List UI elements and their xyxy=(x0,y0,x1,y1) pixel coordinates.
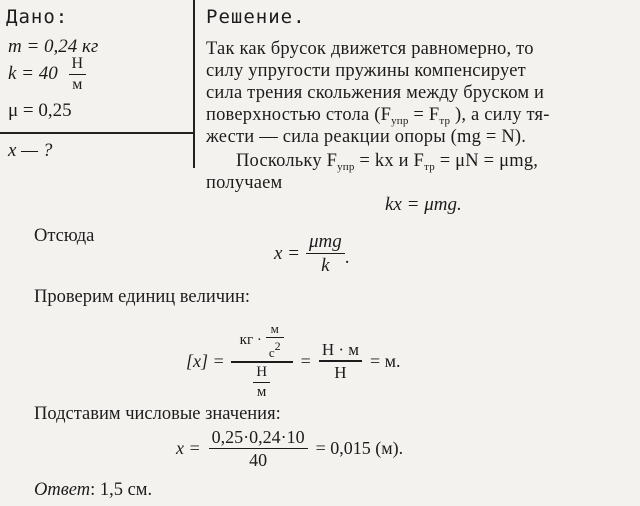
units-check-label: Проверим единиц величин: xyxy=(34,287,251,307)
units-lhs: [x] = xyxy=(186,350,225,371)
substitute-label: Подставим числовые значения: xyxy=(34,404,281,424)
units-m: м xyxy=(270,321,279,336)
text-fragment: Поскольку F xyxy=(236,151,338,171)
given-block xyxy=(0,0,194,170)
numeric-numerator: 0,25·0,24·10 xyxy=(211,427,305,447)
given-heading: Дано: xyxy=(6,6,69,28)
solution-line-3: сила трения скольжения между бруском и xyxy=(206,83,545,103)
given-stiffness xyxy=(8,56,86,93)
solution-line-7: получаем xyxy=(206,173,283,193)
solution-line-5: жести — сила реакции опоры (mg = N). xyxy=(206,127,527,147)
text-fragment: = μN = μmg, xyxy=(434,151,539,171)
units-big-numerator xyxy=(237,322,287,359)
fraction-bar xyxy=(209,448,308,449)
equation-numeric xyxy=(176,428,403,469)
find-unknown: x — ? xyxy=(8,140,53,161)
units-s: с xyxy=(268,345,275,361)
text-fragment: = kx и F xyxy=(354,151,425,171)
units-kg: кг · xyxy=(239,332,262,349)
units-n-per-m xyxy=(253,365,270,400)
equation-period: . xyxy=(344,247,350,269)
text-fragment: ), а силу тя- xyxy=(450,105,550,125)
solution-line-2: силу упругости пружины компенсирует xyxy=(206,61,526,81)
fraction-bar xyxy=(306,253,345,254)
units-m-den: м xyxy=(256,384,267,401)
fraction-denominator: k xyxy=(321,255,330,277)
text-fragment: = F xyxy=(408,105,440,125)
units-equation xyxy=(186,322,401,400)
units-power: 2 xyxy=(274,339,281,354)
answer-label: Ответ xyxy=(34,480,91,500)
given-vertical-divider xyxy=(193,0,195,168)
units-big-fraction xyxy=(231,322,293,400)
fraction-numerator: μmg xyxy=(309,231,342,252)
solution-line-1: Так как брусок движется равномерно, то xyxy=(206,39,534,59)
fraction-bar xyxy=(253,382,270,383)
numeric-fraction xyxy=(209,428,308,469)
hence-label: Отсюда xyxy=(34,226,95,246)
subscript: тр xyxy=(424,161,435,173)
numeric-denominator: 40 xyxy=(249,450,268,471)
subscript: упр xyxy=(391,115,409,127)
units-n-den: Н xyxy=(334,362,347,382)
subscript: упр xyxy=(337,161,355,173)
equation-lhs: x = xyxy=(274,242,301,264)
numeric-lhs: x = xyxy=(176,438,201,459)
answer-line xyxy=(34,480,152,501)
units-n: Н xyxy=(256,363,268,380)
given-friction-coef: μ = 0,25 xyxy=(8,100,72,121)
subscript: тр xyxy=(439,115,451,127)
given-horizontal-divider xyxy=(0,132,194,134)
fraction-bar xyxy=(69,74,87,75)
fraction-bar xyxy=(266,337,284,338)
units-s2 xyxy=(266,340,284,359)
equals-sign: = xyxy=(300,350,311,371)
solution-heading: Решение. xyxy=(206,6,306,28)
fraction-bar xyxy=(319,360,362,361)
units-nm: Н · м xyxy=(321,340,360,360)
stiffness-unit-den: м xyxy=(72,76,83,94)
units-mid-fraction xyxy=(319,341,362,380)
equation-balance: kx = μmg. xyxy=(385,194,462,215)
units-result: = м. xyxy=(370,350,401,371)
fraction-bar xyxy=(231,361,293,362)
text-fragment: поверхностью стола (F xyxy=(206,105,392,125)
numeric-result: = 0,015 (м). xyxy=(315,438,404,459)
units-big-denominator xyxy=(250,365,273,400)
equation-x xyxy=(274,232,350,275)
units-m-per-s2 xyxy=(266,322,284,359)
stiffness-unit xyxy=(69,56,87,93)
given-mass: m = 0,24 кг xyxy=(8,36,99,57)
equation-fraction xyxy=(306,232,345,275)
stiffness-unit-num: Н xyxy=(71,55,84,72)
stiffness-value: k = 40 xyxy=(8,63,58,85)
answer-value: : 1,5 см. xyxy=(90,480,153,500)
